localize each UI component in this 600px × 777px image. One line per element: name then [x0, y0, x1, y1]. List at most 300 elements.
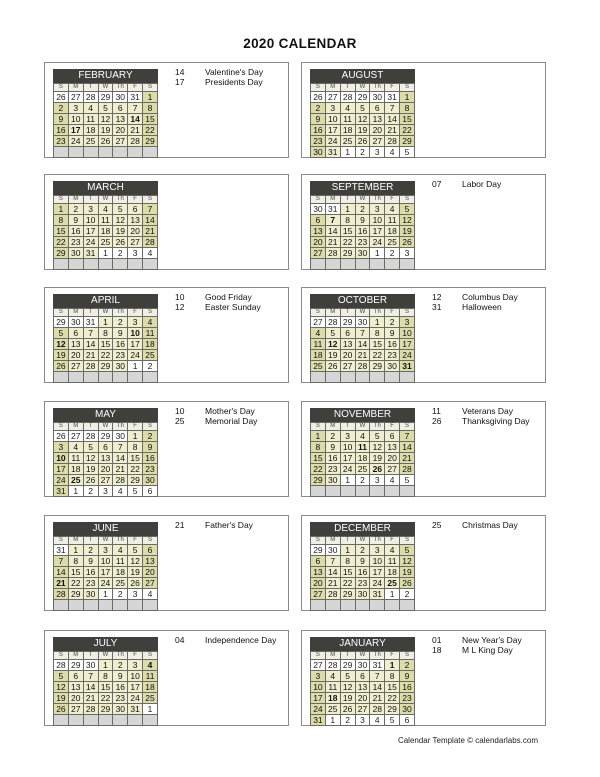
week-row: [54, 431, 158, 442]
day-cell: 23: [113, 350, 128, 361]
week-row: [311, 545, 415, 556]
day-cell: 17: [340, 453, 355, 464]
day-cell: 12: [325, 339, 340, 350]
day-cell: 4: [143, 660, 158, 671]
holiday-item: [432, 406, 544, 416]
day-cell: 11: [325, 682, 340, 693]
holiday-name: Father's Day: [205, 520, 253, 530]
day-cell: 6: [311, 556, 326, 567]
day-cell: 20: [340, 350, 355, 361]
month-grid: [53, 83, 158, 158]
holiday-list: [175, 292, 287, 312]
day-cell: 30: [83, 660, 98, 671]
month-calendar-october: [310, 294, 415, 383]
day-cell: 7: [355, 328, 370, 339]
day-cell: 2: [113, 317, 128, 328]
day-cell: [400, 372, 415, 383]
day-cell: 17: [325, 125, 340, 136]
week-row: [54, 147, 158, 158]
day-cell: 18: [68, 464, 83, 475]
week-row: [54, 361, 158, 372]
day-cell: [325, 486, 340, 497]
day-cell: 1: [68, 545, 83, 556]
holiday-list: [432, 520, 544, 530]
day-cell: 27: [311, 589, 326, 600]
weekday-label: S: [400, 309, 415, 317]
day-cell: 30: [68, 317, 83, 328]
week-row: [311, 578, 415, 589]
day-cell: [68, 715, 83, 726]
day-cell: [98, 147, 113, 158]
day-cell: 1: [340, 545, 355, 556]
holiday-date: 07: [432, 179, 442, 189]
day-cell: 5: [355, 103, 370, 114]
month-grid: [53, 308, 158, 383]
day-cell: 10: [98, 556, 113, 567]
day-cell: 3: [128, 589, 143, 600]
day-cell: 4: [113, 486, 128, 497]
holiday-item: [175, 292, 287, 302]
day-cell: [128, 600, 143, 611]
day-cell: [385, 600, 400, 611]
week-row: [54, 328, 158, 339]
month-card-july: [44, 630, 289, 726]
weekday-label: M: [325, 196, 340, 204]
day-cell: 28: [83, 92, 98, 103]
holiday-date: 26: [432, 416, 442, 426]
day-cell: 21: [400, 453, 415, 464]
day-cell: 3: [340, 431, 355, 442]
weekday-label: S: [400, 423, 415, 431]
day-cell: 8: [68, 556, 83, 567]
day-cell: 23: [355, 578, 370, 589]
holiday-date: 04: [175, 635, 185, 645]
day-cell: 26: [340, 704, 355, 715]
day-cell: [128, 715, 143, 726]
day-cell: 28: [54, 589, 69, 600]
holiday-date: 10: [175, 406, 185, 416]
day-cell: 25: [311, 361, 326, 372]
week-row: [311, 431, 415, 442]
day-cell: 13: [385, 442, 400, 453]
day-cell: 12: [340, 682, 355, 693]
day-cell: 31: [325, 204, 340, 215]
day-cell: 14: [143, 215, 158, 226]
day-cell: 13: [68, 682, 83, 693]
month-calendar-august: [310, 69, 415, 158]
holiday-date: 14: [175, 67, 185, 77]
day-cell: [128, 147, 143, 158]
day-cell: 30: [113, 92, 128, 103]
day-cell: 27: [68, 704, 83, 715]
day-cell: 1: [370, 317, 385, 328]
week-row: [54, 92, 158, 103]
holiday-name: Labor Day: [462, 179, 502, 189]
day-cell: 3: [370, 545, 385, 556]
day-cell: 5: [83, 442, 98, 453]
weekday-label: M: [325, 652, 340, 660]
day-cell: 23: [385, 350, 400, 361]
weekday-label: Th: [113, 309, 128, 317]
weekday-label: T: [340, 309, 355, 317]
day-cell: 25: [68, 475, 83, 486]
weekday-label: T: [83, 84, 98, 92]
day-cell: 29: [385, 704, 400, 715]
day-cell: 7: [385, 103, 400, 114]
day-cell: 3: [128, 248, 143, 259]
day-cell: 28: [385, 136, 400, 147]
day-cell: 5: [400, 475, 415, 486]
week-row: [311, 704, 415, 715]
week-row: [311, 464, 415, 475]
week-row: [311, 147, 415, 158]
day-cell: 16: [83, 567, 98, 578]
weekday-label: W: [98, 196, 113, 204]
weekday-label: S: [54, 652, 69, 660]
day-cell: 6: [68, 328, 83, 339]
day-cell: 4: [68, 442, 83, 453]
day-cell: 16: [54, 125, 69, 136]
day-cell: 27: [143, 578, 158, 589]
weekday-label: Th: [370, 309, 385, 317]
day-cell: 1: [68, 486, 83, 497]
day-cell: 15: [54, 226, 69, 237]
day-cell: 21: [370, 693, 385, 704]
day-cell: 3: [325, 103, 340, 114]
day-cell: [54, 715, 69, 726]
day-cell: [325, 259, 340, 270]
day-cell: 17: [370, 226, 385, 237]
holiday-item: [432, 635, 544, 645]
day-cell: 29: [355, 92, 370, 103]
day-cell: 27: [98, 475, 113, 486]
month-calendar-february: [53, 69, 158, 158]
month-calendar-september: [310, 181, 415, 270]
day-cell: 10: [83, 215, 98, 226]
day-cell: [68, 147, 83, 158]
week-row: [311, 350, 415, 361]
week-row: [54, 600, 158, 611]
day-cell: 26: [54, 361, 69, 372]
day-cell: 9: [400, 671, 415, 682]
day-cell: 5: [54, 671, 69, 682]
day-cell: 5: [400, 204, 415, 215]
day-cell: 1: [340, 147, 355, 158]
day-cell: 7: [370, 671, 385, 682]
day-cell: 26: [311, 92, 326, 103]
day-cell: 15: [311, 453, 326, 464]
day-cell: 26: [400, 237, 415, 248]
holiday-list: [432, 179, 544, 189]
day-cell: 14: [113, 453, 128, 464]
week-row: [54, 486, 158, 497]
holiday-item: [432, 520, 544, 530]
day-cell: 22: [128, 464, 143, 475]
weekday-label: W: [355, 309, 370, 317]
weekday-label: S: [143, 537, 158, 545]
weekday-label: S: [311, 309, 326, 317]
day-cell: 21: [325, 578, 340, 589]
weekday-label: S: [311, 196, 326, 204]
day-cell: 30: [370, 92, 385, 103]
day-cell: 11: [340, 114, 355, 125]
week-row: [54, 339, 158, 350]
day-cell: 9: [113, 671, 128, 682]
weekday-label: M: [325, 309, 340, 317]
day-cell: 27: [128, 237, 143, 248]
month-card-december: [301, 515, 546, 611]
day-cell: 28: [83, 431, 98, 442]
day-cell: 14: [385, 114, 400, 125]
day-cell: 8: [98, 671, 113, 682]
weekday-label: Th: [113, 84, 128, 92]
day-cell: 31: [128, 704, 143, 715]
day-cell: 16: [355, 226, 370, 237]
day-cell: [400, 600, 415, 611]
day-cell: 23: [68, 237, 83, 248]
day-cell: 18: [143, 339, 158, 350]
weekday-label: F: [128, 84, 143, 92]
day-cell: 7: [400, 431, 415, 442]
day-cell: 7: [113, 442, 128, 453]
day-cell: 1: [54, 204, 69, 215]
weekday-label: F: [385, 652, 400, 660]
day-cell: 26: [128, 578, 143, 589]
day-cell: 17: [400, 339, 415, 350]
day-cell: 2: [400, 660, 415, 671]
weekday-label: M: [68, 537, 83, 545]
day-cell: [113, 147, 128, 158]
day-cell: 2: [83, 545, 98, 556]
week-row: [311, 226, 415, 237]
day-cell: 27: [385, 464, 400, 475]
day-cell: 9: [385, 328, 400, 339]
holiday-list: [432, 406, 544, 426]
day-cell: 20: [68, 693, 83, 704]
day-cell: [340, 486, 355, 497]
weekday-header-row: [311, 309, 415, 317]
day-cell: 2: [143, 431, 158, 442]
day-cell: 8: [340, 215, 355, 226]
day-cell: 6: [128, 204, 143, 215]
day-cell: 6: [311, 215, 326, 226]
day-cell: 25: [83, 136, 98, 147]
day-cell: 2: [143, 361, 158, 372]
day-cell: 22: [311, 464, 326, 475]
day-cell: 31: [325, 147, 340, 158]
day-cell: 20: [385, 453, 400, 464]
day-cell: [113, 372, 128, 383]
day-cell: 18: [113, 567, 128, 578]
day-cell: 6: [68, 671, 83, 682]
weekday-label: T: [83, 423, 98, 431]
day-cell: 14: [355, 339, 370, 350]
month-card-september: [301, 174, 546, 270]
day-cell: [98, 600, 113, 611]
week-row: [311, 442, 415, 453]
weekday-label: Th: [370, 84, 385, 92]
week-row: [54, 226, 158, 237]
day-cell: 18: [311, 350, 326, 361]
week-row: [54, 103, 158, 114]
day-cell: 29: [311, 545, 326, 556]
day-cell: [98, 259, 113, 270]
day-cell: 14: [54, 567, 69, 578]
day-cell: 15: [68, 567, 83, 578]
day-cell: 25: [355, 464, 370, 475]
day-cell: 31: [370, 589, 385, 600]
day-cell: 2: [113, 248, 128, 259]
day-cell: 24: [370, 578, 385, 589]
day-cell: 29: [54, 317, 69, 328]
day-cell: [98, 372, 113, 383]
day-cell: 17: [370, 567, 385, 578]
week-row: [54, 545, 158, 556]
day-cell: 3: [54, 442, 69, 453]
weekday-header-row: [54, 537, 158, 545]
day-cell: 28: [325, 248, 340, 259]
day-cell: 14: [83, 682, 98, 693]
weekday-label: Th: [370, 196, 385, 204]
day-cell: 1: [98, 660, 113, 671]
day-cell: 31: [54, 545, 69, 556]
weekday-label: S: [311, 423, 326, 431]
weekday-header-row: [54, 652, 158, 660]
day-cell: 30: [400, 704, 415, 715]
day-cell: 5: [98, 103, 113, 114]
day-cell: 22: [370, 350, 385, 361]
day-cell: 27: [370, 136, 385, 147]
day-cell: 10: [340, 442, 355, 453]
day-cell: 24: [370, 237, 385, 248]
weekday-label: M: [325, 84, 340, 92]
day-cell: 3: [370, 475, 385, 486]
weekday-label: F: [128, 423, 143, 431]
month-title: JULY: [53, 637, 158, 651]
week-row: [54, 589, 158, 600]
day-cell: 10: [370, 556, 385, 567]
day-cell: [143, 147, 158, 158]
day-cell: 17: [128, 682, 143, 693]
day-cell: 11: [355, 442, 370, 453]
weekday-header-row: [54, 84, 158, 92]
holiday-date: 01: [432, 635, 442, 645]
day-cell: 1: [340, 475, 355, 486]
day-cell: 13: [68, 339, 83, 350]
day-cell: 7: [83, 328, 98, 339]
day-cell: 21: [325, 237, 340, 248]
weekday-label: M: [325, 423, 340, 431]
week-row: [311, 671, 415, 682]
day-cell: 31: [83, 248, 98, 259]
day-cell: 3: [68, 103, 83, 114]
day-cell: 30: [355, 248, 370, 259]
day-cell: 18: [385, 567, 400, 578]
day-cell: 28: [355, 361, 370, 372]
week-row: [311, 136, 415, 147]
week-row: [54, 317, 158, 328]
day-cell: 6: [143, 545, 158, 556]
weekday-label: S: [400, 196, 415, 204]
week-row: [311, 92, 415, 103]
day-cell: 21: [355, 350, 370, 361]
month-grid: [53, 422, 158, 497]
weekday-label: Th: [113, 537, 128, 545]
day-cell: [311, 486, 326, 497]
weekday-label: S: [54, 196, 69, 204]
weekday-label: W: [355, 84, 370, 92]
day-cell: 12: [355, 114, 370, 125]
day-cell: 2: [355, 475, 370, 486]
day-cell: 11: [143, 671, 158, 682]
day-cell: 29: [340, 248, 355, 259]
weekday-label: S: [311, 84, 326, 92]
day-cell: 21: [113, 464, 128, 475]
day-cell: 30: [113, 431, 128, 442]
week-row: [311, 361, 415, 372]
day-cell: [83, 147, 98, 158]
day-cell: [370, 600, 385, 611]
day-cell: 19: [54, 350, 69, 361]
month-grid: [310, 83, 415, 158]
day-cell: [68, 259, 83, 270]
day-cell: 14: [83, 339, 98, 350]
day-cell: 2: [385, 248, 400, 259]
day-cell: 1: [340, 204, 355, 215]
day-cell: [113, 259, 128, 270]
day-cell: 4: [385, 204, 400, 215]
day-cell: 20: [98, 464, 113, 475]
weekday-label: M: [68, 652, 83, 660]
holiday-name: M L King Day: [462, 645, 513, 655]
holiday-name: Valentine's Day: [205, 67, 264, 77]
day-cell: 16: [113, 682, 128, 693]
day-cell: [340, 600, 355, 611]
day-cell: 4: [143, 248, 158, 259]
day-cell: 20: [370, 125, 385, 136]
day-cell: 8: [143, 103, 158, 114]
week-row: [311, 556, 415, 567]
day-cell: 13: [370, 114, 385, 125]
holiday-name: Memorial Day: [205, 416, 258, 426]
day-cell: 3: [400, 248, 415, 259]
day-cell: 30: [83, 589, 98, 600]
holiday-item: [432, 416, 544, 426]
holiday-name: Veterans Day: [462, 406, 514, 416]
month-grid: [310, 308, 415, 383]
weekday-label: F: [385, 196, 400, 204]
day-cell: 9: [355, 556, 370, 567]
week-row: [311, 339, 415, 350]
day-cell: [340, 372, 355, 383]
holiday-name: New Year's Day: [462, 635, 522, 645]
day-cell: 15: [98, 339, 113, 350]
weekday-label: M: [68, 84, 83, 92]
day-cell: [113, 600, 128, 611]
weekday-label: S: [143, 196, 158, 204]
day-cell: 14: [370, 682, 385, 693]
holiday-date: 18: [432, 645, 442, 655]
holiday-name: Thanksgiving Day: [462, 416, 530, 426]
day-cell: 22: [385, 693, 400, 704]
day-cell: 9: [355, 215, 370, 226]
week-row: [311, 248, 415, 259]
day-cell: 1: [325, 715, 340, 726]
holiday-item: [175, 302, 287, 312]
day-cell: 4: [385, 475, 400, 486]
week-row: [311, 486, 415, 497]
holiday-item: [175, 635, 287, 645]
